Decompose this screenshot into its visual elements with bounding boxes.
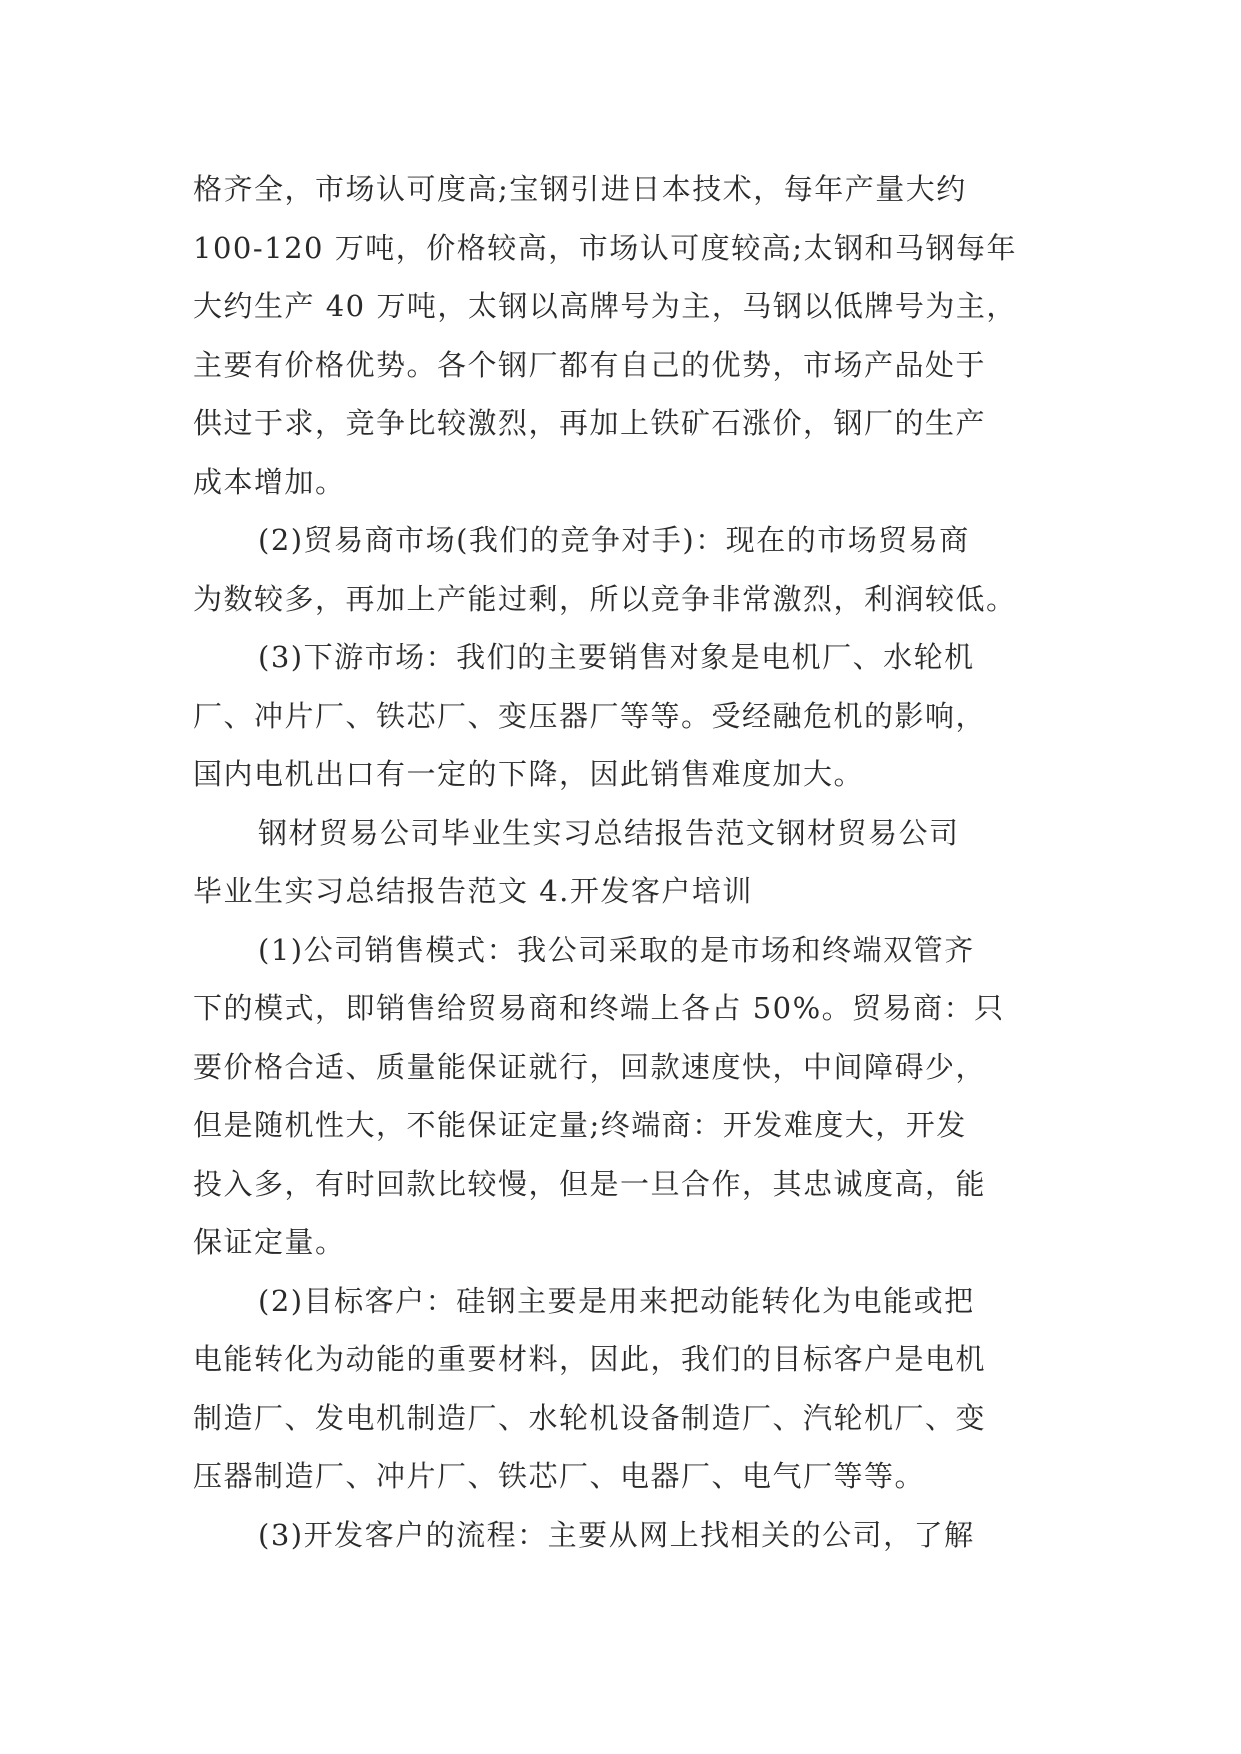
body-text [193, 160, 1065, 1564]
text-line: 要价格合适、质量能保证就行，回款速度快，中间障碍少， [193, 1049, 987, 1084]
text-line: 格齐全，市场认可度高;宝钢引进日本技术，每年产量大约 [193, 172, 967, 206]
text-line: 但是随机性大，不能保证定量;终端商：开发难度大，开发 [193, 1108, 967, 1142]
text-line: 主要有价格优势。各个钢厂都有自己的优势，市场产品处于 [193, 347, 987, 382]
text-line: 大约生产 40 万吨，太钢以高牌号为主，马钢以低牌号为主， [193, 289, 1017, 323]
text-line: 供过于求，竞争比较激烈，再加上铁矿石涨价，钢厂的生产 [193, 406, 987, 440]
text-line: 压器制造厂、冲片厂、铁芯厂、电器厂、电气厂等等。 [193, 1459, 926, 1493]
paragraph-first-line: (2)贸易商市场(我们的竞争对手)：现在的市场贸易商 [258, 523, 970, 557]
text-line: 100-120 万吨，价格较高，市场认可度较高;太钢和马钢每年 [193, 230, 1017, 265]
text-line: 投入多，有时回款比较慢，但是一旦合作，其忠诚度高，能 [193, 1166, 987, 1201]
text-line: 国内电机出口有一定的下降，因此销售难度加大。 [193, 757, 865, 791]
paragraph-first-line: (2)目标客户：硅钢主要是用来把动能转化为电能或把 [258, 1283, 975, 1318]
paragraph-first-line: (3)开发客户的流程：主要从网上找相关的公司，了解 [258, 1517, 975, 1552]
text-line: 电能转化为动能的重要材料，因此，我们的目标客户是电机 [193, 1342, 987, 1376]
text-line: 厂、冲片厂、铁芯厂、变压器厂等等。受经融危机的影响， [193, 698, 987, 733]
paragraph-first-line: (3)下游市场：我们的主要销售对象是电机厂、水轮机 [258, 640, 975, 674]
text-line: 为数较多，再加上产能过剩，所以竞争非常激烈，利润较低。 [193, 581, 1017, 616]
text-line: 成本增加。 [193, 464, 346, 499]
text-line: 下的模式，即销售给贸易商和终端上各占 50%。贸易商：只 [193, 991, 1005, 1025]
paragraph-first-line: (1)公司销售模式：我公司采取的是市场和终端双管齐 [258, 932, 975, 967]
paragraph-first-line: 钢材贸易公司毕业生实习总结报告范文钢材贸易公司 [258, 815, 960, 850]
text-line: 毕业生实习总结报告范文 4.开发客户培训 [193, 874, 753, 908]
text-line: 制造厂、发电机制造厂、水轮机设备制造厂、汽轮机厂、变 [193, 1400, 987, 1435]
text-line: 保证定量。 [193, 1225, 346, 1259]
